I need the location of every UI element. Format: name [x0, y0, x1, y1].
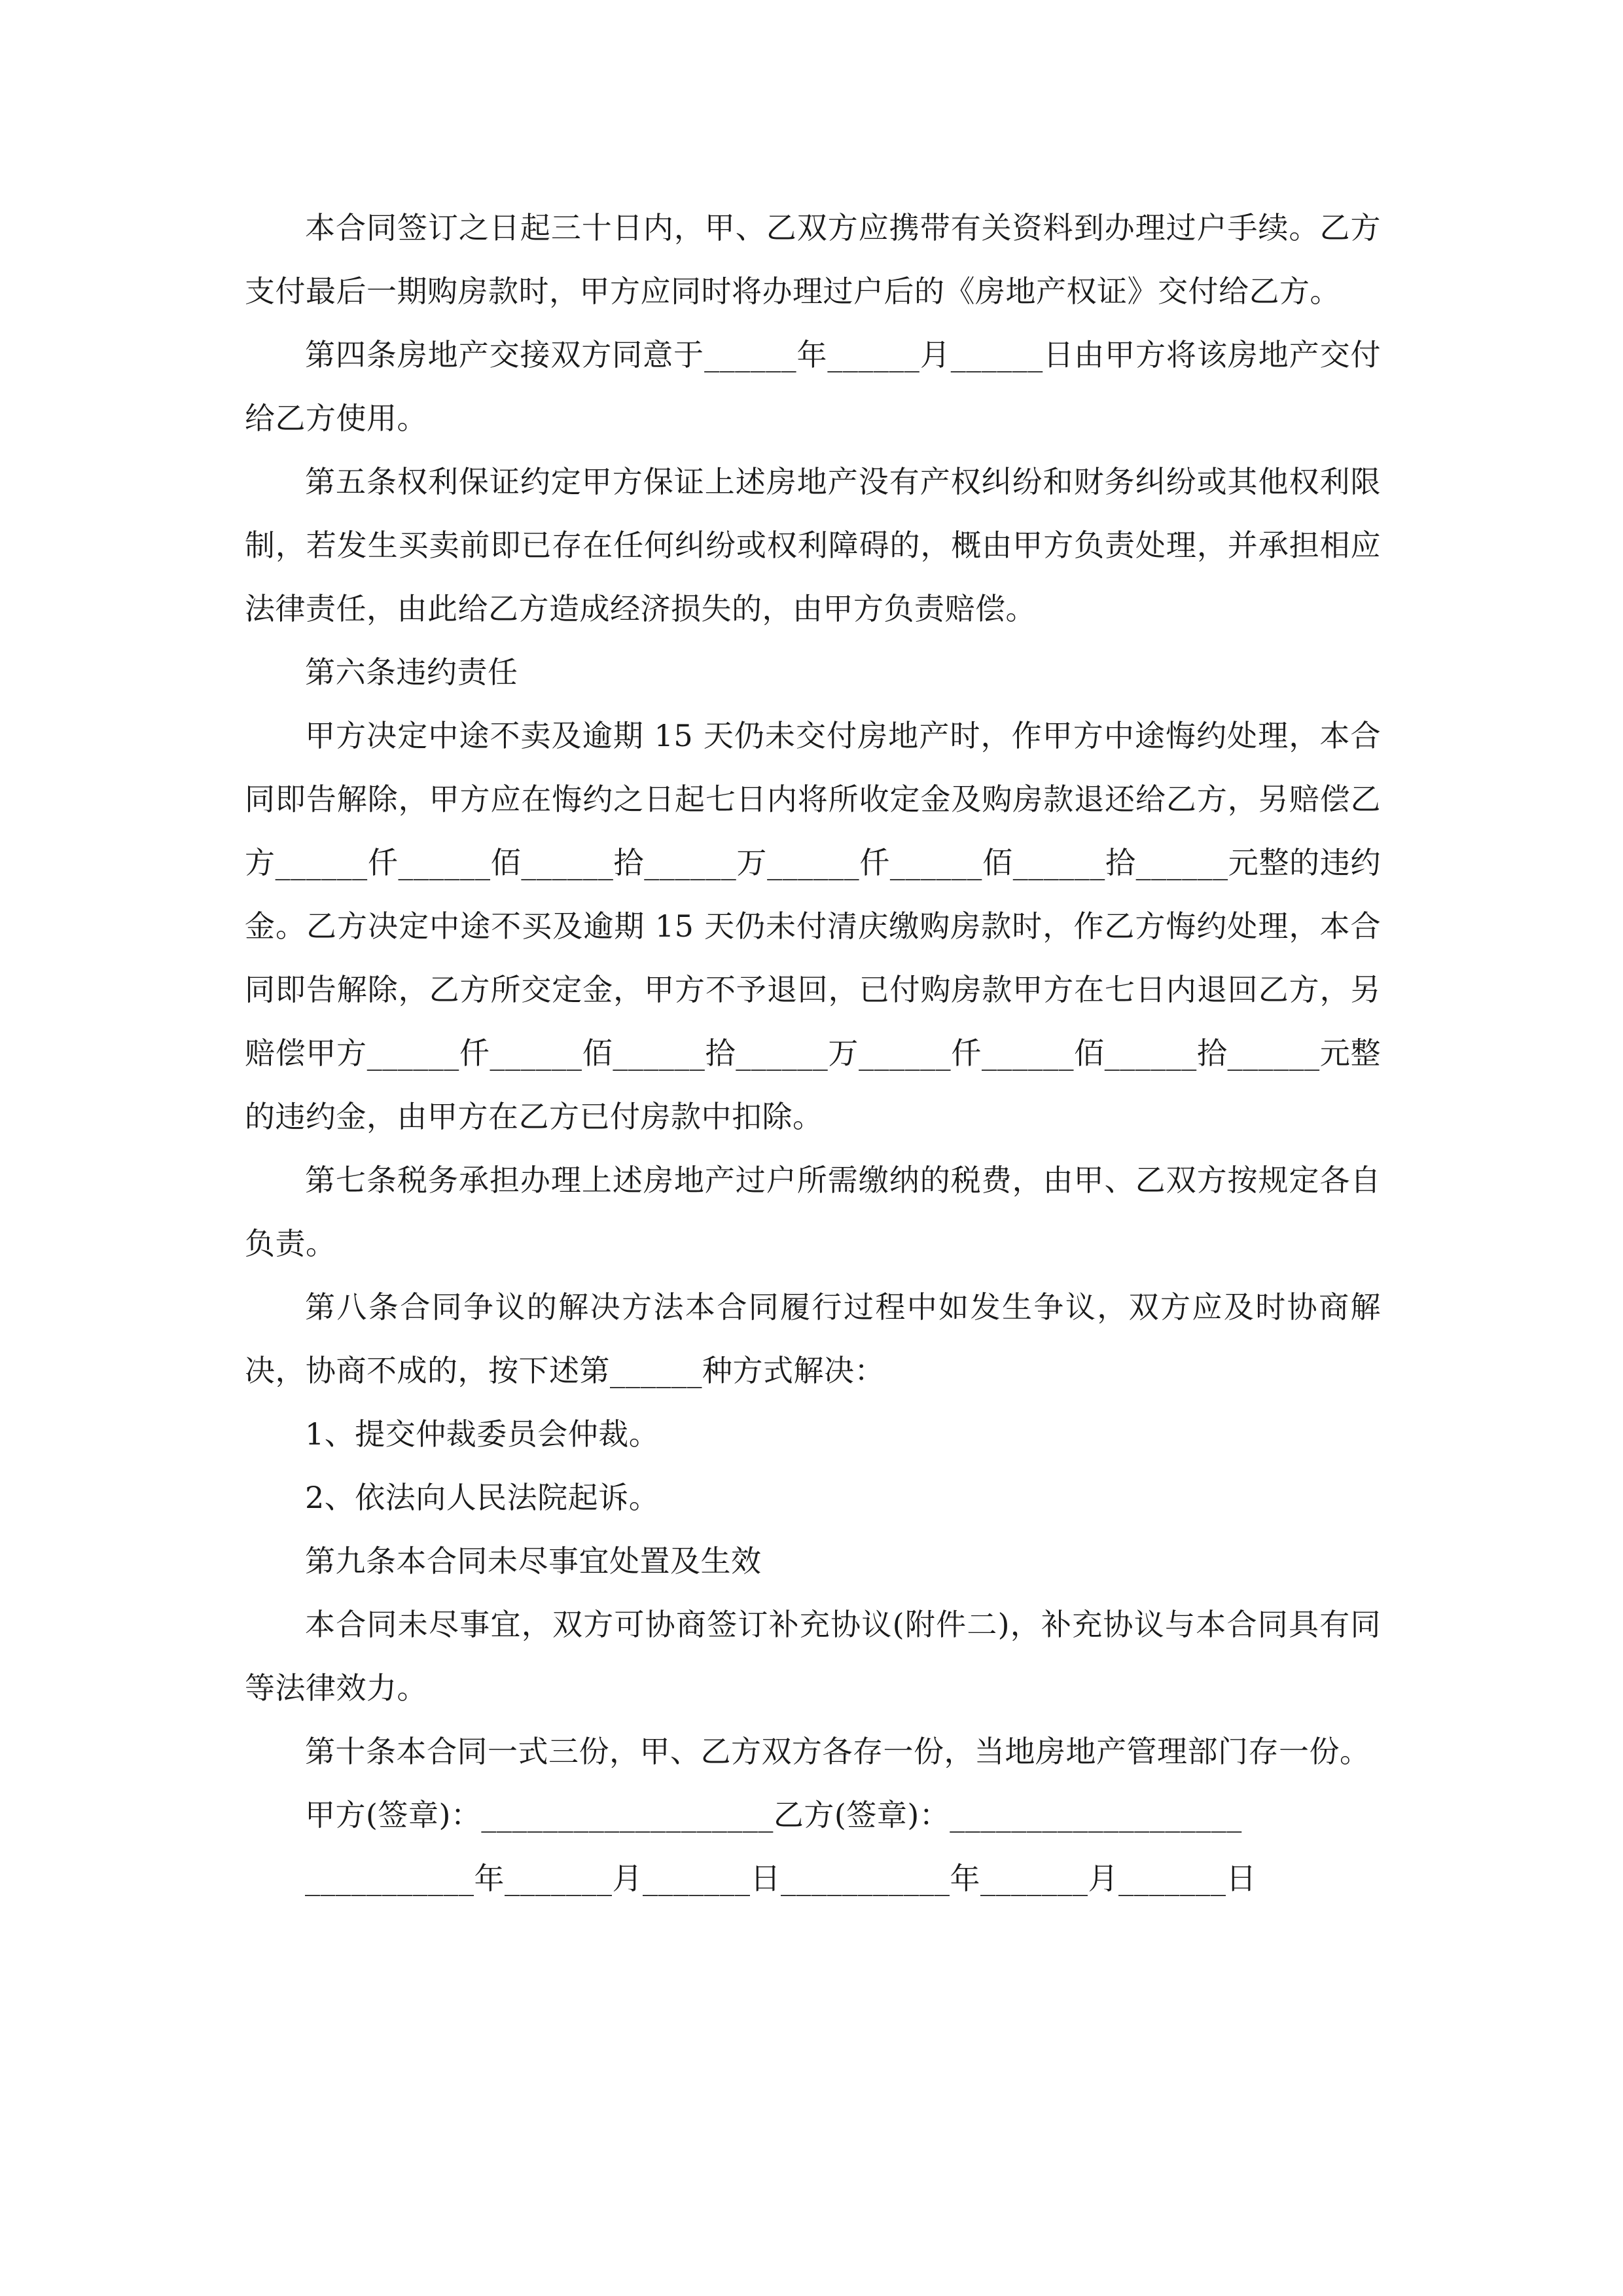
dispute-option-1: 1、提交仲裁委员会仲裁。: [305, 1416, 660, 1452]
article-7-tax-responsibility: 第七条税务承担办理上述房地产过户所需缴纳的税费，由甲、乙双方按规定各自负责。: [245, 1162, 1381, 1261]
article-6-heading: 第六条违约责任: [305, 655, 518, 690]
document-body: [245, 196, 1381, 1910]
article-5-rights-guarantee: 第五条权利保证约定甲方保证上述房地产没有产权纠纷和财务纠纷或其他权利限制，若发生买卖前即已存在任何纠纷或权利障碍的，概由甲方负责处理，并承担相应法律责任，由此给乙方造成经济损失的，由甲方负责赔偿。: [245, 464, 1381, 626]
article-10-copies: 第十条本合同一式三份，甲、乙方双方各存一份，当地房地产管理部门存一份。: [305, 1734, 1370, 1769]
paragraph-transfer-procedure: 本合同签订之日起三十日内，甲、乙双方应携带有关资料到办理过户手续。乙方支付最后一期购房款时，甲方应同时将办理过户后的《房地产权证》交付给乙方。: [245, 210, 1381, 309]
article-4-property-handover: 第四条房地产交接双方同意于______年______月______日由甲方将该房地产交付给乙方使用。: [245, 337, 1381, 436]
article-9-heading: 第九条本合同未尽事宜处置及生效: [305, 1543, 762, 1579]
article-6-breach-liability: 甲方决定中途不卖及逾期 15 天仍未交付房地产时，作甲方中途悔约处理，本合同即告解除，甲方应在悔约之日起七日内将所收定金及购房款退还给乙方，另赔偿乙方______仟______佰______拾______万______仟______佰______拾______元整的违约金。乙方决定中途不买及逾期 15 天仍未付清庆缴购房款时，作乙方悔约处理，本合同即告解除，乙方所交定金，甲方不予退回，已付购房款甲方在七日内退回乙方，另赔偿甲方______仟______佰______拾______万______仟______佰______拾______元整的违约金，由甲方在乙方已付房款中扣除。: [245, 718, 1381, 1134]
dispute-option-2: 2、依法向人民法院起诉。: [305, 1480, 660, 1515]
signature-date-line: ___________年_______月_______日___________年_______月_______日: [305, 1861, 1257, 1896]
article-9-supplementary: 本合同未尽事宜，双方可协商签订补充协议(附件二)，补充协议与本合同具有同等法律效力。: [245, 1607, 1381, 1706]
signature-line: 甲方(签章)：___________________乙方(签章)：___________________: [305, 1797, 1242, 1833]
article-8-dispute-resolution: 第八条合同争议的解决方法本合同履行过程中如发生争议，双方应及时协商解决，协商不成的，按下述第______种方式解决：: [245, 1289, 1381, 1388]
